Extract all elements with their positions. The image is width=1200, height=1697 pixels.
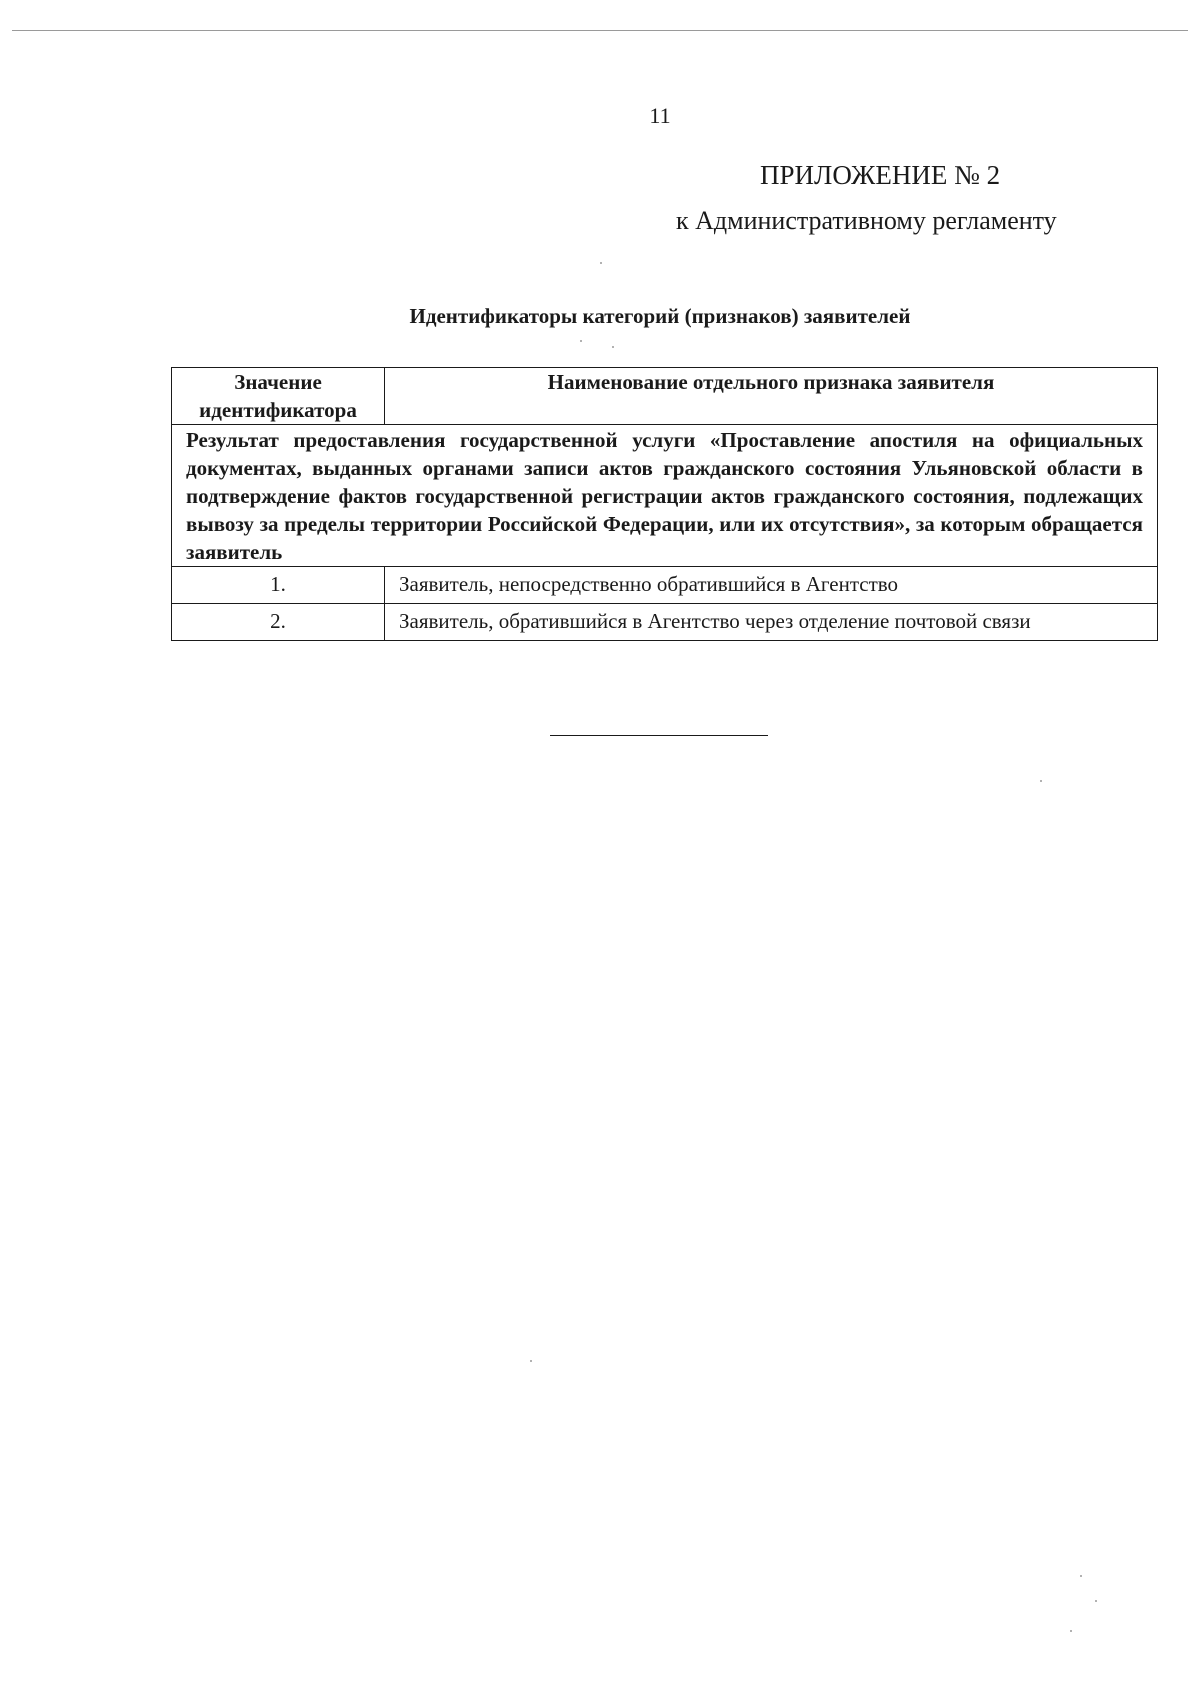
identifiers-table: [171, 367, 1158, 641]
scan-speck: [1040, 780, 1042, 782]
row-id: 1.: [172, 567, 385, 604]
scan-speck: [1080, 1575, 1082, 1577]
table-row: [172, 604, 1158, 641]
scan-speck: [600, 262, 602, 264]
appendix-subtitle: к Административному регламенту: [676, 206, 1057, 235]
header-feature-name: Наименование отдельного признака заявителя: [385, 368, 1158, 425]
row-id: 2.: [172, 604, 385, 641]
top-divider: [12, 30, 1188, 31]
scan-speck: [1095, 1600, 1097, 1602]
service-result-text: Результат предоставления государственной услуги «Проставление апостиля на официальных документах, выданных органами записи актов гражданского состояния Ульяновской области в подтверждение фактов государственной регистрации актов гражданского состояния, подлежащих вывозу за пределы территории Российской Федерации, или их отсутствия», за которым обращается заявитель: [172, 425, 1158, 567]
appendix-title: ПРИЛОЖЕНИЕ № 2: [760, 160, 1001, 190]
scan-speck: [580, 340, 582, 342]
row-feature-text: Заявитель, обратившийся в Агентство через отделение почтовой связи: [385, 604, 1158, 641]
row-feature-text: Заявитель, непосредственно обратившийся в Агентство: [385, 567, 1158, 604]
table-row: [172, 567, 1158, 604]
scan-speck: [1070, 1630, 1072, 1632]
closing-divider: [550, 735, 768, 736]
page-number: 11: [649, 103, 671, 128]
result-row: [172, 425, 1158, 567]
table-header-row: [172, 368, 1158, 425]
scan-speck: [530, 1360, 532, 1362]
header-id-value: Значение идентификатора: [172, 368, 385, 425]
scan-speck: [612, 346, 614, 348]
document-heading: Идентификаторы категорий (признаков) заявителей: [409, 304, 911, 328]
